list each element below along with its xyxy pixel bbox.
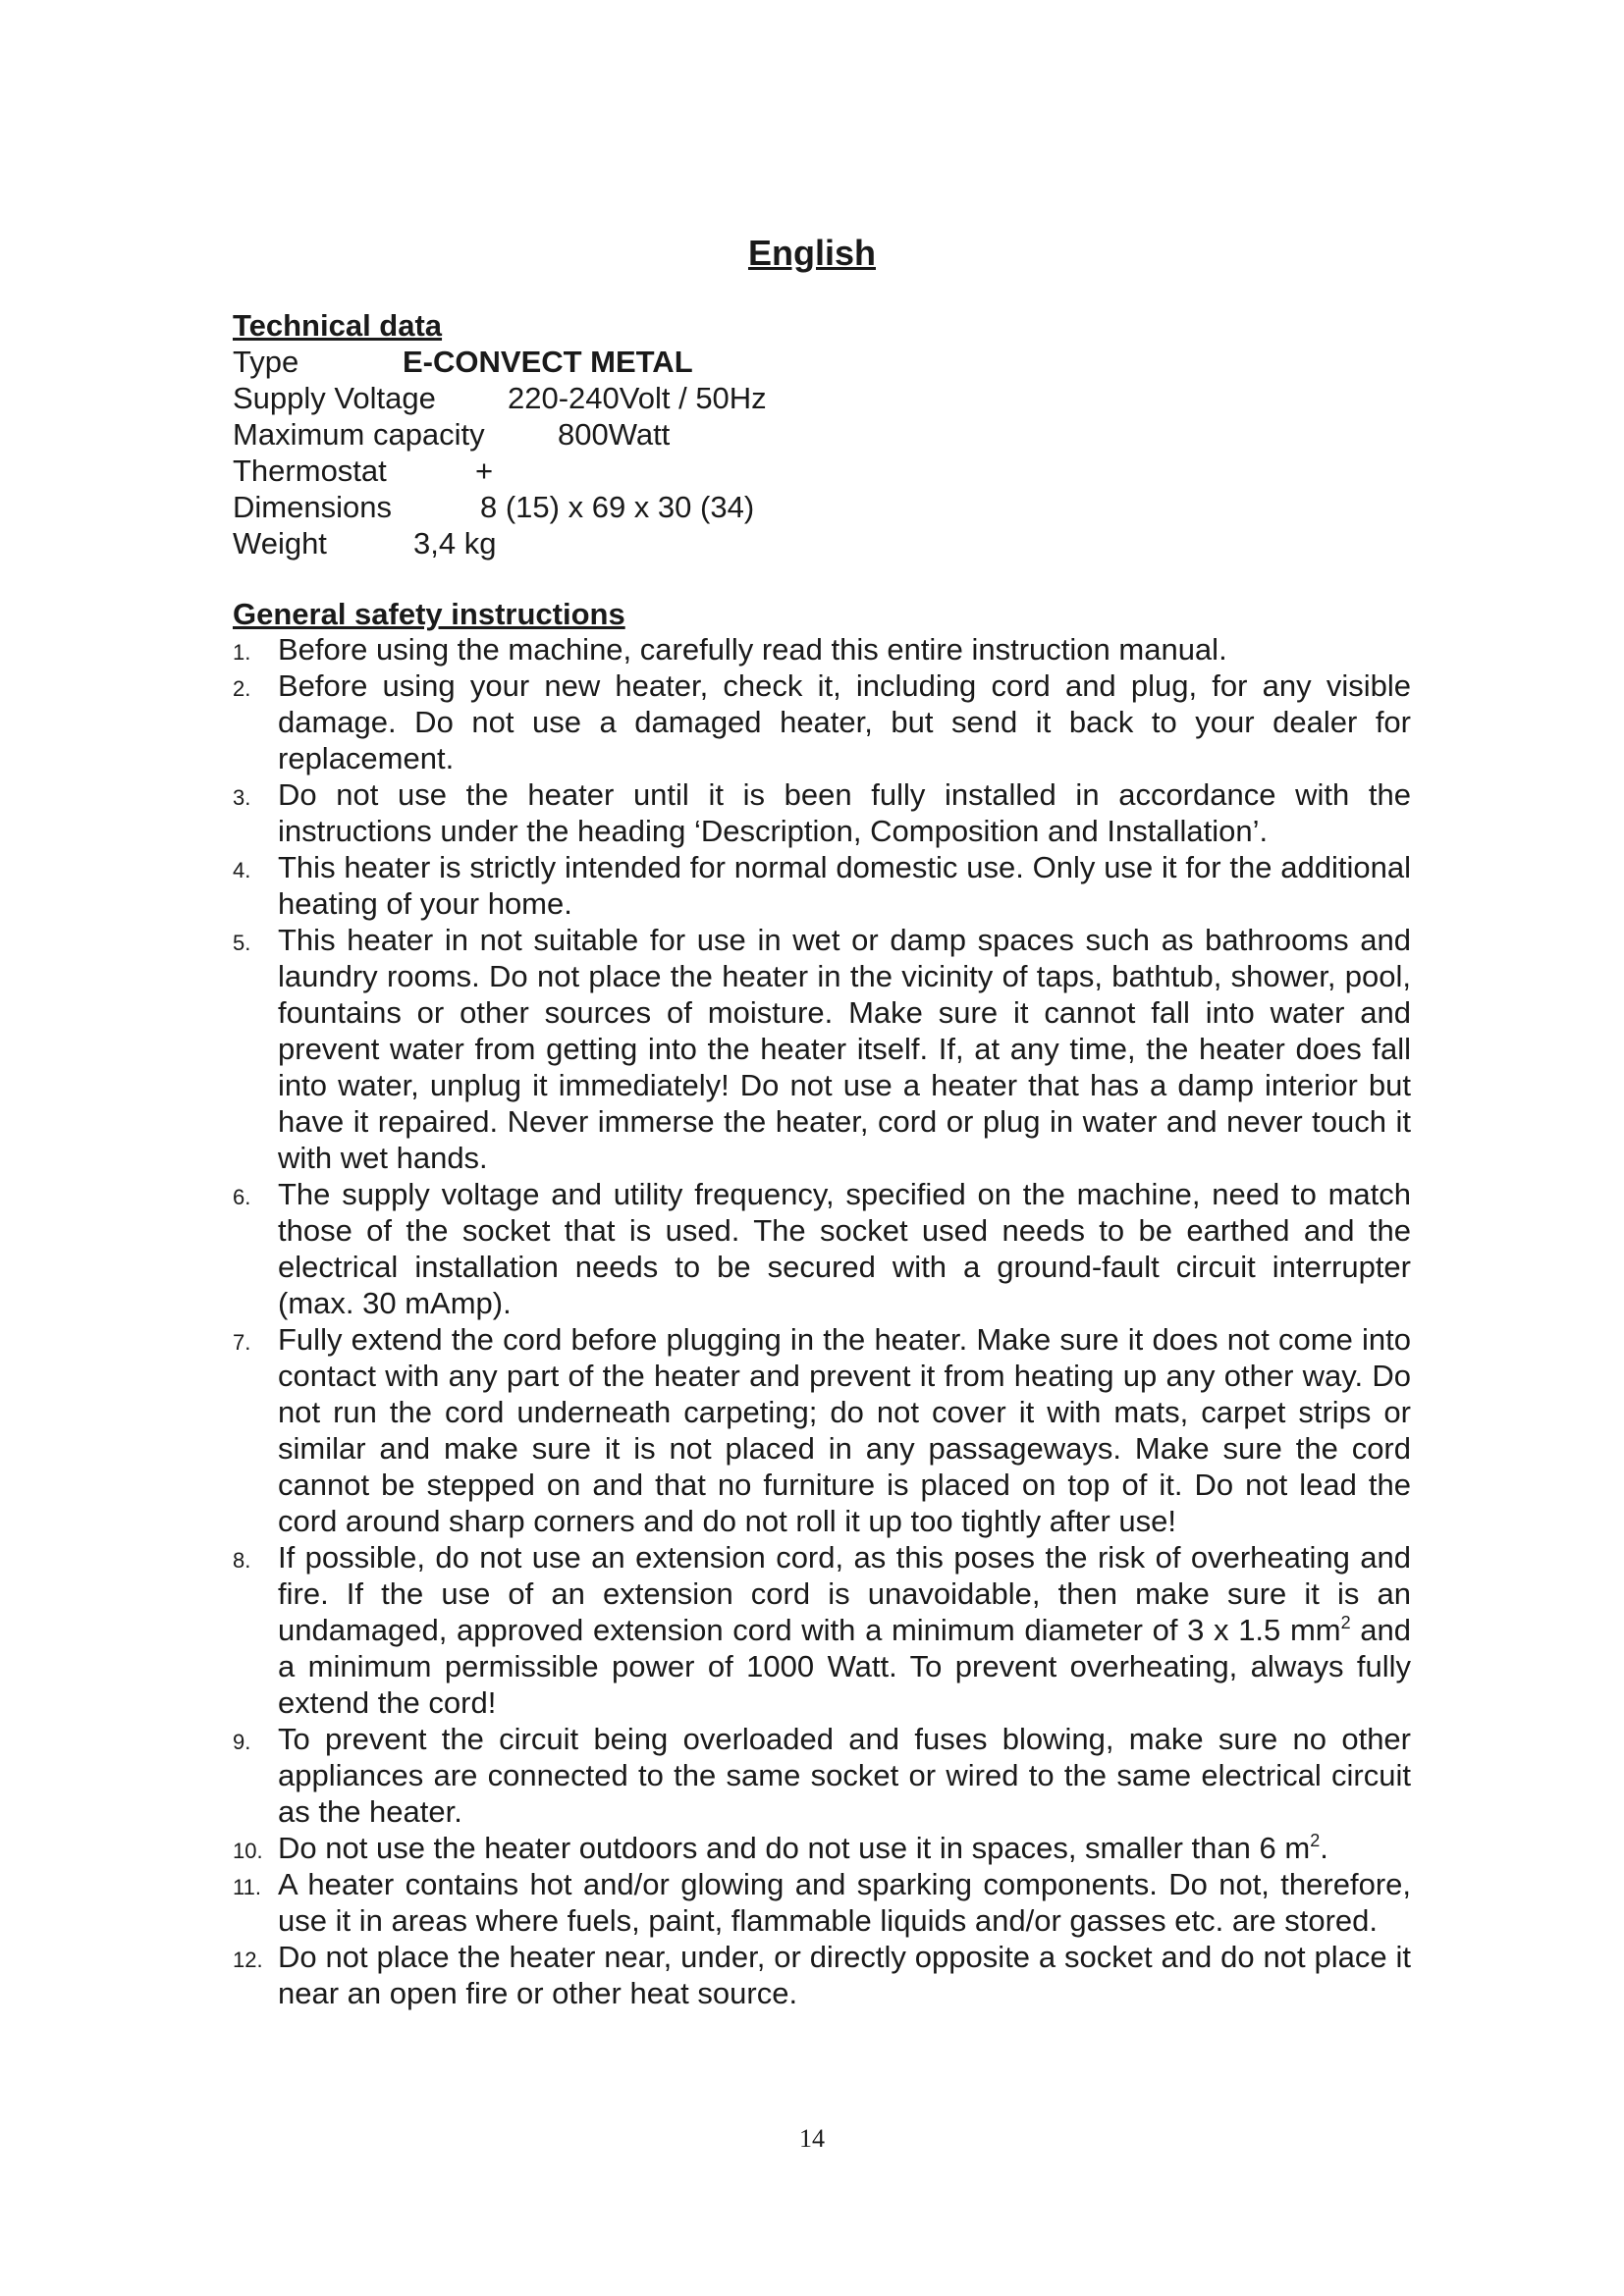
- list-item: [233, 631, 1411, 667]
- list-item: [233, 922, 1411, 1176]
- spec-value: 8 (15) x 69 x 30 (34): [480, 490, 755, 524]
- spec-label: Type: [233, 345, 299, 379]
- spec-value: 800Watt: [558, 417, 671, 452]
- spec-label: Dimensions: [233, 490, 392, 524]
- spec-label: Thermostat: [233, 454, 387, 488]
- item-number: 3.: [233, 785, 251, 810]
- spec-label: Weight: [233, 526, 327, 561]
- item-number: 9.: [233, 1730, 251, 1754]
- item-number: 7.: [233, 1330, 251, 1355]
- item-text: This heater in not suitable for use in wet or damp spaces such as bathrooms and laundry rooms. Do not place the heater in the vicinity of taps, bathtub, shower, pool, fountains or other sources of moisture. Make sure it cannot fall into water and prevent water from getting into the heater itself. If, at any time, the heater does fall into water, unplug it immediately! Do not use a heater that has a damp interior but have it repaired. Never immerse the heater, cord or plug in water and never touch it with wet hands.: [278, 923, 1411, 1175]
- item-text: A heater contains hot and/or glowing and sparking components. Do not, therefore, use it in areas where fuels, paint, flammable liquids and/or gasses etc. are stored.: [278, 1867, 1411, 1938]
- spec-value: 220-240Volt / 50Hz: [508, 381, 767, 415]
- item-text: Do not use the heater outdoors and do not use it in spaces, smaller than 6 $m^2$.: [278, 1831, 1328, 1865]
- item-text: Before using the machine, carefully read this entire instruction manual.: [278, 632, 1227, 667]
- item-text: This heater is strictly intended for normal domestic use. Only use it for the additional heating of your home.: [278, 850, 1411, 921]
- item-text: Before using your new heater, check it, including cord and plug, for any visible damage. Do not use a damaged heater, but send it back to your dealer for replacement.: [278, 668, 1411, 775]
- list-item: [233, 1539, 1411, 1721]
- safety-instructions-list: [233, 631, 1411, 2011]
- item-text: Fully extend the cord before plugging in the heater. Make sure it does not come into contact with any part of the heater and prevent it from heating up any other way. Do not run the cord underneath carpeting; do not cover it with mats, carpet strips or similar and make sure it is not placed in any passageways. Make sure the cord cannot be stepped on and that no furniture is placed on top of it. Do not lead the cord around sharp corners and do not roll it up too tightly after use!: [278, 1322, 1411, 1538]
- item-text: Do not place the heater near, under, or directly opposite a socket and do not place it near an open fire or other heat source.: [278, 1940, 1411, 2010]
- item-text: Do not use the heater until it is been fully installed in accordance with the instructions under the heading ‘Description, Composition and Installation’.: [278, 777, 1411, 848]
- list-item: [233, 1939, 1411, 2011]
- item-text: If possible, do not use an extension cord, as this poses the risk of overheating and fire. If the use of an extension cord is unavoidable, then make sure it is an undamaged, approved extension cord with a minimum diameter of 3 x 1.5 $mm^2$ and a minimum permissible power of 1000 Watt. To prevent overheating, always fully extend the cord!: [278, 1540, 1411, 1720]
- page-number: 14: [799, 2124, 825, 2153]
- technical-data-heading: Technical data: [233, 308, 443, 343]
- item-text: The supply voltage and utility frequency, specified on the machine, need to match those of the socket that is used. The socket used needs to be earthed and the electrical installation needs to be secured with a ground-fault circuit interrupter (max. 30 mAmp).: [278, 1177, 1411, 1320]
- list-item: [233, 776, 1411, 849]
- list-item: [233, 849, 1411, 922]
- list-item: [233, 1321, 1411, 1539]
- list-item: [233, 1176, 1411, 1321]
- item-number: 4.: [233, 858, 251, 882]
- spec-value: 3,4 kg: [413, 526, 497, 561]
- list-item: [233, 667, 1411, 776]
- item-number: 10.: [233, 1839, 263, 1863]
- item-number: 8.: [233, 1548, 251, 1573]
- spec-value: +: [475, 454, 494, 488]
- item-number: 12.: [233, 1948, 263, 1972]
- list-item: [233, 1866, 1411, 1939]
- spec-label: Supply Voltage: [233, 381, 436, 415]
- spec-value: E-CONVECT METAL: [403, 345, 693, 379]
- safety-instructions-heading: General safety instructions: [233, 597, 625, 631]
- item-number: 6.: [233, 1185, 251, 1209]
- list-item: [233, 1721, 1411, 1830]
- item-number: 5.: [233, 931, 251, 955]
- item-number: 1.: [233, 640, 251, 665]
- item-number: 2.: [233, 676, 251, 701]
- spec-label: Maximum capacity: [233, 417, 485, 452]
- language-heading: English: [747, 233, 876, 273]
- list-item: [233, 1830, 1411, 1866]
- item-text: To prevent the circuit being overloaded and fuses blowing, make sure no other appliances are connected to the same socket or wired to the same electrical circuit as the heater.: [278, 1722, 1411, 1829]
- item-number: 11.: [233, 1875, 261, 1899]
